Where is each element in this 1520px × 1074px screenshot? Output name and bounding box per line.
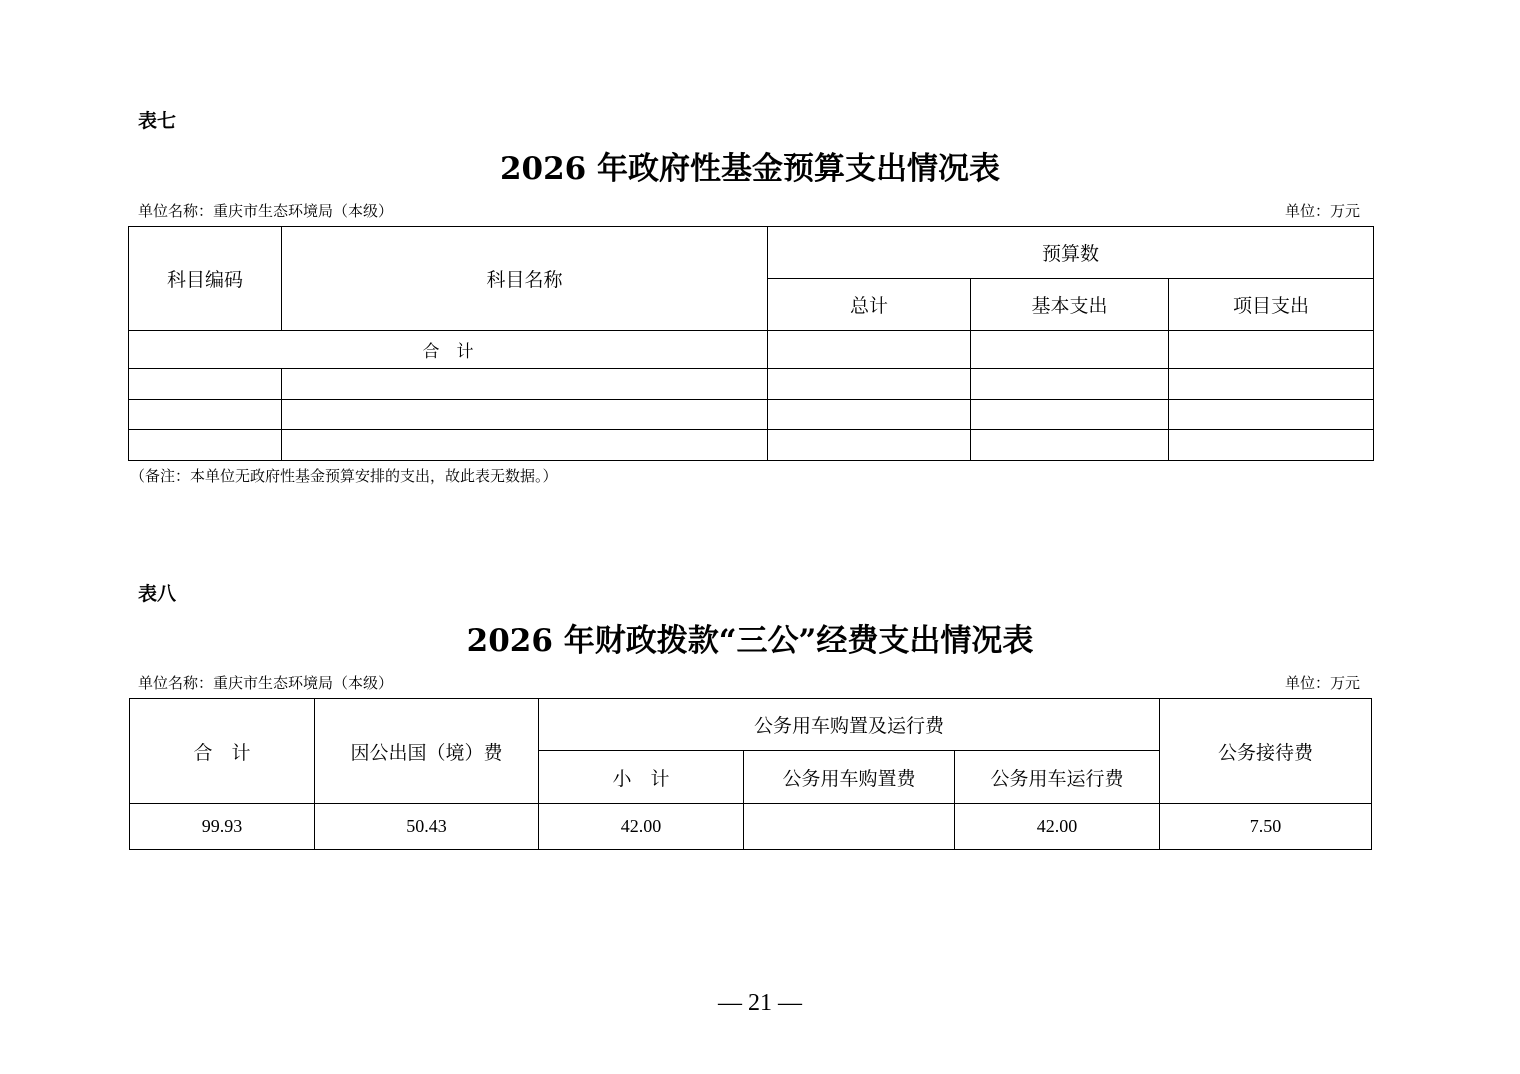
table-row: [129, 400, 1374, 430]
cell-subtotal: 42.00: [539, 804, 744, 850]
total-row: [129, 331, 1374, 369]
header-total: 合 计: [130, 699, 315, 804]
table-cell: [971, 369, 1169, 400]
table8-label: 表八: [138, 583, 177, 605]
table8-three-public-expenses-table: [129, 698, 1372, 850]
table-row: [130, 804, 1372, 850]
table-cell: [282, 369, 768, 400]
header-subtotal: 小 计: [539, 751, 744, 804]
table-cell: [768, 400, 971, 430]
table7-budget-table: [128, 226, 1374, 461]
table7-unit-name: 单位名称：重庆市生态环境局（本级）: [138, 202, 394, 220]
cell-reception: 7.50: [1160, 804, 1372, 850]
header-vehicle-purchase: 公务用车购置费: [744, 751, 955, 804]
table-cell: [1169, 369, 1374, 400]
table-cell: [1169, 430, 1374, 461]
table7-label: 表七: [138, 110, 177, 132]
header-basic-expenditure: 基本支出: [971, 279, 1169, 331]
table-cell: [1169, 400, 1374, 430]
table-cell: [768, 369, 971, 400]
total-row-label: 合 计: [129, 331, 768, 369]
table-cell: [768, 430, 971, 461]
header-vehicle-operation: 公务用车运行费: [955, 751, 1160, 804]
header-vehicle-group: 公务用车购置及运行费: [539, 699, 1160, 751]
cell-vehicle-operation: 42.00: [955, 804, 1160, 850]
cell-vehicle-purchase: [744, 804, 955, 850]
table-cell: [971, 430, 1169, 461]
page-number: — 21 —: [718, 990, 802, 1016]
table7-title: 2026 年政府性基金预算支出情况表: [499, 151, 1001, 187]
table8-unit: 单位：万元: [1284, 674, 1360, 692]
total-cell: [768, 331, 971, 369]
table8-title: 2026 年财政拨款“三公”经费支出情况表: [466, 623, 1034, 659]
table7-unit: 单位：万元: [1284, 202, 1360, 220]
total-cell: [1169, 331, 1374, 369]
table-row: [129, 369, 1374, 400]
table8-unit-name: 单位名称：重庆市生态环境局（本级）: [138, 674, 394, 692]
header-reception-expense: 公务接待费: [1160, 699, 1372, 804]
table7-note: （备注：本单位无政府性基金预算安排的支出，故此表无数据。）: [130, 467, 558, 485]
table-cell: [282, 430, 768, 461]
table-cell: [129, 400, 282, 430]
header-total: 总计: [768, 279, 971, 331]
header-abroad-expense: 因公出国（境）费: [315, 699, 539, 804]
table-cell: [971, 400, 1169, 430]
header-project-expenditure: 项目支出: [1169, 279, 1374, 331]
table-cell: [129, 369, 282, 400]
header-budget: 预算数: [768, 227, 1374, 279]
header-subject-name: 科目名称: [282, 227, 768, 331]
cell-total: 99.93: [130, 804, 315, 850]
table-cell: [282, 400, 768, 430]
total-cell: [971, 331, 1169, 369]
table-cell: [129, 430, 282, 461]
header-subject-code: 科目编码: [129, 227, 282, 331]
cell-abroad: 50.43: [315, 804, 539, 850]
table-row: [129, 430, 1374, 461]
